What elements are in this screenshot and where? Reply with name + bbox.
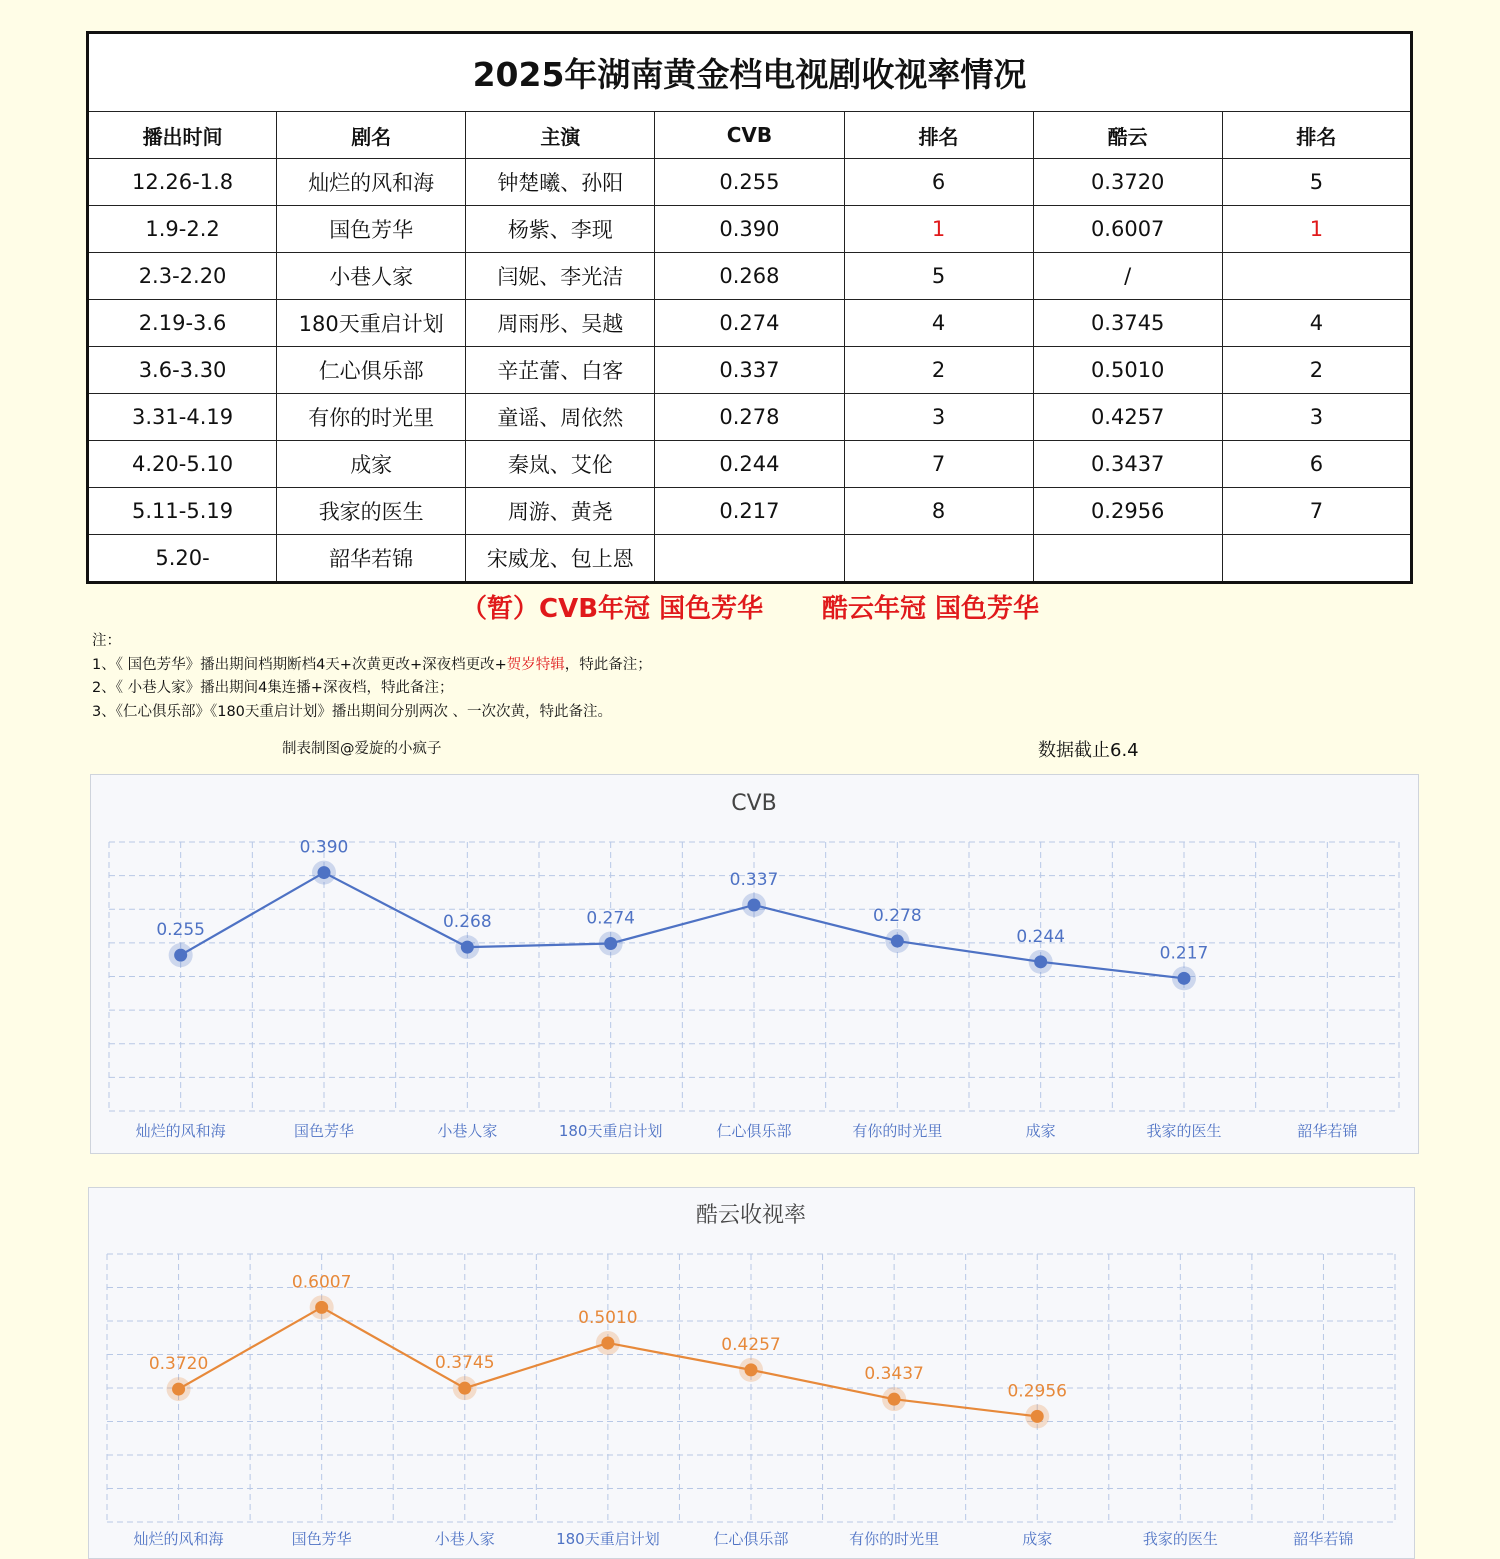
cell-kuyun-rank: 1 — [1222, 206, 1411, 253]
note-1-highlight: 贺岁特辑 — [506, 656, 565, 673]
cell-cvb-rank: 2 — [844, 347, 1033, 394]
cell-kuyun-rank — [1222, 253, 1411, 300]
cell-kuyun: 0.3745 — [1033, 300, 1222, 347]
data-label: 0.244 — [1016, 926, 1066, 947]
x-tick-label: 韶华若锦 — [1297, 1122, 1358, 1140]
cell-cast: 宋威龙、包上恩 — [466, 535, 655, 583]
cell-cast: 秦岚、艾伦 — [466, 441, 655, 488]
x-tick-label: 我家的医生 — [1146, 1122, 1222, 1140]
cell-time: 1.9-2.2 — [88, 206, 277, 253]
cell-name: 成家 — [277, 441, 466, 488]
cell-cvb: 0.268 — [655, 253, 844, 300]
cell-kuyun-rank: 5 — [1222, 159, 1411, 206]
table-row — [88, 300, 1412, 347]
data-label: 0.3745 — [435, 1353, 495, 1374]
data-cutoff: 数据截止6.4 — [1038, 740, 1139, 761]
table-row — [88, 488, 1412, 535]
cell-cast: 周雨彤、吴越 — [466, 300, 655, 347]
cell-name: 180天重启计划 — [277, 300, 466, 347]
cell-kuyun: 0.3720 — [1033, 159, 1222, 206]
data-label: 0.337 — [729, 869, 779, 890]
table-row — [88, 206, 1412, 253]
data-label: 0.255 — [156, 920, 206, 941]
cell-kuyun: 0.6007 — [1033, 206, 1222, 253]
cell-cvb — [655, 535, 844, 583]
table-title: 2025年湖南黄金档电视剧收视率情况 — [88, 33, 1412, 112]
data-point — [174, 949, 187, 962]
cell-cvb-rank: 3 — [844, 394, 1033, 441]
cell-kuyun: 0.2956 — [1033, 488, 1222, 535]
cell-kuyun-rank: 6 — [1222, 441, 1411, 488]
cell-time: 5.11-5.19 — [88, 488, 277, 535]
cell-kuyun-rank: 4 — [1222, 300, 1411, 347]
table-row — [88, 347, 1412, 394]
table-row — [88, 159, 1412, 206]
data-label: 0.390 — [299, 837, 349, 858]
kuyun-chart — [89, 1188, 1414, 1558]
x-tick-label: 有你的时光里 — [852, 1122, 943, 1140]
data-label: 0.268 — [442, 912, 492, 933]
note-2: 2、《 小巷人家》播出期间4集连播+深夜档，特此备注； — [92, 680, 454, 696]
header-row — [88, 112, 1412, 159]
cell-cvb-rank — [844, 535, 1033, 583]
cell-kuyun — [1033, 535, 1222, 583]
cell-time: 5.20- — [88, 535, 277, 583]
chart-title: CVB — [731, 791, 777, 816]
table-row — [88, 253, 1412, 300]
cell-cvb-rank: 7 — [844, 441, 1033, 488]
grid — [107, 1254, 1395, 1522]
cell-cvb: 0.278 — [655, 394, 844, 441]
x-tick-label: 小巷人家 — [437, 1122, 498, 1140]
cell-name: 我家的医生 — [277, 488, 466, 535]
cell-time: 2.19-3.6 — [88, 300, 277, 347]
data-point — [1031, 1410, 1044, 1423]
data-point — [601, 1336, 614, 1349]
cell-time: 2.3-2.20 — [88, 253, 277, 300]
data-point — [604, 937, 617, 950]
cell-cvb: 0.274 — [655, 300, 844, 347]
header-cvb-rank: 排名 — [844, 112, 1033, 159]
data-point — [172, 1383, 185, 1396]
cell-cvb-rank: 1 — [844, 206, 1033, 253]
header-name: 剧名 — [277, 112, 466, 159]
cell-kuyun-rank: 2 — [1222, 347, 1411, 394]
x-tick-label: 国色芳华 — [291, 1530, 352, 1548]
cell-name: 国色芳华 — [277, 206, 466, 253]
x-tick-label: 成家 — [1022, 1530, 1053, 1548]
cell-cvb: 0.390 — [655, 206, 844, 253]
cell-time: 12.26-1.8 — [88, 159, 277, 206]
data-point — [461, 941, 474, 954]
rating-table — [86, 31, 1413, 584]
cell-kuyun: / — [1033, 253, 1222, 300]
data-label: 0.274 — [586, 908, 636, 929]
cell-time: 3.6-3.30 — [88, 347, 277, 394]
cvb-chart-panel — [90, 774, 1419, 1154]
table-row — [88, 394, 1412, 441]
kuyun-champion: 酷云年冠 国色芳华 — [822, 594, 1040, 624]
cell-cast: 童谣、周依然 — [466, 394, 655, 441]
x-tick-label: 小巷人家 — [434, 1530, 495, 1548]
data-label: 0.5010 — [578, 1307, 638, 1328]
kuyun-chart-panel — [88, 1187, 1415, 1559]
data-label: 0.6007 — [291, 1272, 352, 1293]
cell-kuyun-rank — [1222, 535, 1411, 583]
note-3: 3、《仁心俱乐部》《180天重启计划》播出期间分别两次 、一次次黄，特此备注。 — [92, 703, 613, 720]
cell-kuyun: 0.4257 — [1033, 394, 1222, 441]
cell-cvb: 0.244 — [655, 441, 844, 488]
header-cast: 主演 — [466, 112, 655, 159]
cell-cvb: 0.337 — [655, 347, 844, 394]
cell-cast: 杨紫、李现 — [466, 206, 655, 253]
data-point — [315, 1301, 328, 1314]
data-point — [888, 1393, 901, 1406]
notes — [92, 630, 652, 724]
cell-time: 3.31-4.19 — [88, 394, 277, 441]
cell-name: 韶华若锦 — [277, 535, 466, 583]
cell-name: 有你的时光里 — [277, 394, 466, 441]
data-label: 0.2956 — [1007, 1381, 1067, 1402]
data-point — [1178, 972, 1191, 985]
data-label: 0.278 — [872, 906, 922, 927]
data-point — [891, 935, 904, 948]
credit: 制表制图@爱旋的小疯子 — [282, 741, 442, 757]
x-tick-label: 180天重启计划 — [558, 1122, 663, 1140]
cell-cast: 周游、黄尧 — [466, 488, 655, 535]
table-row — [88, 441, 1412, 488]
cvb-champion: （暂）CVB年冠 国色芳华 — [461, 594, 764, 624]
table-row — [88, 535, 1412, 583]
cvb-chart — [91, 775, 1418, 1153]
data-point — [1034, 955, 1047, 968]
chart-title: 酷云收视率 — [695, 1203, 807, 1228]
data-label: 0.217 — [1159, 943, 1209, 964]
x-tick-label: 成家 — [1025, 1122, 1056, 1140]
cell-cvb-rank: 5 — [844, 253, 1033, 300]
cell-cast: 钟楚曦、孙阳 — [466, 159, 655, 206]
data-label: 0.3720 — [148, 1354, 209, 1375]
data-label: 0.4257 — [721, 1334, 781, 1355]
x-tick-label: 国色芳华 — [293, 1122, 355, 1140]
cell-kuyun-rank: 3 — [1222, 394, 1411, 441]
cell-cvb: 0.217 — [655, 488, 844, 535]
data-point — [318, 866, 331, 879]
cell-cvb-rank: 6 — [844, 159, 1033, 206]
cell-kuyun: 0.5010 — [1033, 347, 1222, 394]
cell-cast: 辛芷蕾、白客 — [466, 347, 655, 394]
x-tick-label: 仁心俱乐部 — [713, 1530, 789, 1548]
data-point — [745, 1363, 758, 1376]
x-tick-label: 180天重启计划 — [556, 1530, 660, 1548]
cell-name: 灿烂的风和海 — [277, 159, 466, 206]
data-label: 0.3437 — [864, 1364, 924, 1385]
cell-time: 4.20-5.10 — [88, 441, 277, 488]
x-tick-label: 我家的医生 — [1142, 1530, 1218, 1548]
note-1-post: ，特此备注； — [564, 656, 652, 673]
x-tick-label: 有你的时光里 — [849, 1530, 940, 1548]
cell-name: 仁心俱乐部 — [277, 347, 466, 394]
x-tick-label: 韶华若锦 — [1293, 1530, 1354, 1548]
cell-kuyun-rank: 7 — [1222, 488, 1411, 535]
header-cvb: CVB — [655, 112, 844, 159]
x-tick-label: 灿烂的风和海 — [133, 1530, 224, 1548]
cell-cvb: 0.255 — [655, 159, 844, 206]
x-tick-label: 灿烂的风和海 — [135, 1122, 226, 1140]
cell-cvb-rank: 8 — [844, 488, 1033, 535]
header-kuyun: 酷云 — [1033, 112, 1222, 159]
cell-name: 小巷人家 — [277, 253, 466, 300]
header-kuyun-rank: 排名 — [1222, 112, 1411, 159]
cell-kuyun: 0.3437 — [1033, 441, 1222, 488]
cell-cast: 闫妮、李光洁 — [466, 253, 655, 300]
x-tick-label: 仁心俱乐部 — [716, 1122, 792, 1140]
note-1 — [92, 654, 652, 678]
header-time: 播出时间 — [88, 112, 277, 159]
data-point — [748, 898, 761, 911]
cell-cvb-rank: 4 — [844, 300, 1033, 347]
note-1-pre: 1、《 国色芳华》播出期间档期断档4天+次黄更改+深夜档更改+ — [92, 656, 507, 673]
data-point — [458, 1382, 471, 1395]
notes-label: 注： — [92, 633, 121, 649]
